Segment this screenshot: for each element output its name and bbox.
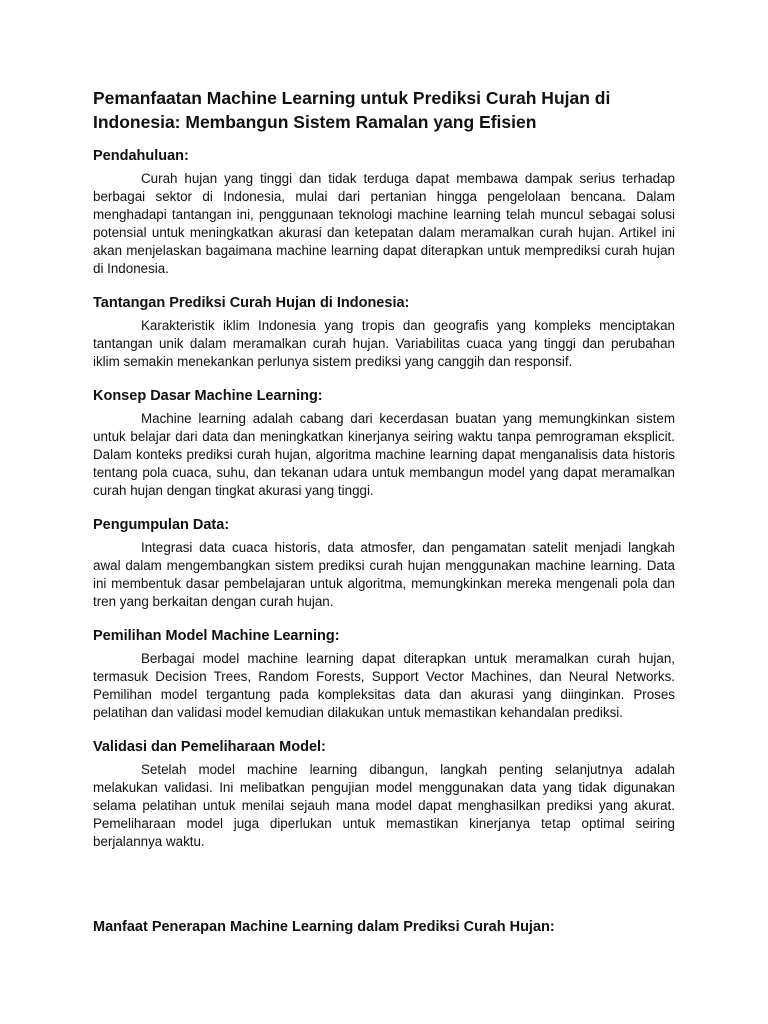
section-konsep-dasar	[93, 386, 675, 500]
document-page	[93, 86, 675, 851]
section-heading: Pengumpulan Data:	[93, 517, 230, 533]
section-pengumpulan-data	[93, 515, 675, 611]
section-paragraph: Karakteristik iklim Indonesia yang tropis dan geografis yang kompleks menciptakan tantangan unik dalam meramalkan curah hujan. Variabilitas cuaca yang tinggi dan perubahan iklim semakin menekankan perlunya sistem prediksi yang canggih dan responsif.	[93, 318, 675, 369]
section-paragraph: Curah hujan yang tinggi dan tidak terduga dapat membawa dampak serius terhadap berbagai sektor di Indonesia, mulai dari pertanian hingga pengelolaan bencana. Dalam menghadapi tantangan ini, penggunaan teknologi machine learning telah muncul sebagai solusi potensial untuk meningkatkan akurasi dan ketepatan dalam meramalkan curah hujan. Artikel ini akan menjelaskan bagaimana machine learning dapat diterapkan untuk memprediksi curah hujan di Indonesia.	[93, 171, 675, 276]
section-heading: Pendahuluan:	[93, 148, 189, 164]
closing-section-heading: Manfaat Penerapan Machine Learning dalam Prediksi Curah Hujan:	[93, 919, 555, 935]
section-pemilihan-model	[93, 626, 675, 722]
section-paragraph: Berbagai model machine learning dapat diterapkan untuk meramalkan curah hujan, termasuk Decision Trees, Random Forests, Support Vector Machines, dan Neural Networks. Pemilihan model tergantung pada kompleksitas data dan akurasi yang diinginkan. Proses pelatihan dan validasi model kemudian dilakukan untuk memastikan kehandalan prediksi.	[93, 651, 675, 720]
section-heading: Konsep Dasar Machine Learning:	[93, 388, 323, 404]
section-heading: Validasi dan Pemeliharaan Model:	[93, 739, 326, 755]
section-paragraph: Integrasi data cuaca historis, data atmosfer, dan pengamatan satelit menjadi langkah awal dalam mengembangkan sistem prediksi curah hujan menggunakan machine learning. Data ini membentuk dasar pembelajaran untuk algoritma, memungkinkan mereka mengenali pola dan tren yang berkaitan dengan curah hujan.	[93, 540, 675, 609]
section-paragraph: Machine learning adalah cabang dari kecerdasan buatan yang memungkinkan sistem untuk belajar dari data dan meningkatkan kinerjanya seiring waktu tanpa pemrograman eksplicit. Dalam konteks prediksi curah hujan, algoritma machine learning dapat menganalisis data historis tentang pola cuaca, suhu, dan tekanan udara untuk membangun model yang dapat meramalkan curah hujan dengan tingkat akurasi yang tinggi.	[93, 411, 675, 498]
section-paragraph: Setelah model machine learning dibangun, langkah penting selanjutnya adalah melakukan validasi. Ini melibatkan pengujian model menggunakan data yang tidak digunakan selama pelatihan untuk menilai sejauh mana model dapat menghasilkan prediksi yang akurat. Pemeliharaan model juga diperlukan untuk memastikan kinerjanya tetap optimal seiring berjalannya waktu.	[93, 762, 675, 849]
section-tantangan	[93, 293, 675, 371]
section-pendahuluan	[93, 146, 675, 278]
document-title: Pemanfaatan Machine Learning untuk Prediksi Curah Hujan di Indonesia: Membangun Sistem Ramalan yang Efisien	[93, 88, 611, 132]
section-validasi	[93, 737, 675, 851]
section-heading: Tantangan Prediksi Curah Hujan di Indonesia:	[93, 295, 410, 311]
section-heading: Pemilihan Model Machine Learning:	[93, 628, 340, 644]
